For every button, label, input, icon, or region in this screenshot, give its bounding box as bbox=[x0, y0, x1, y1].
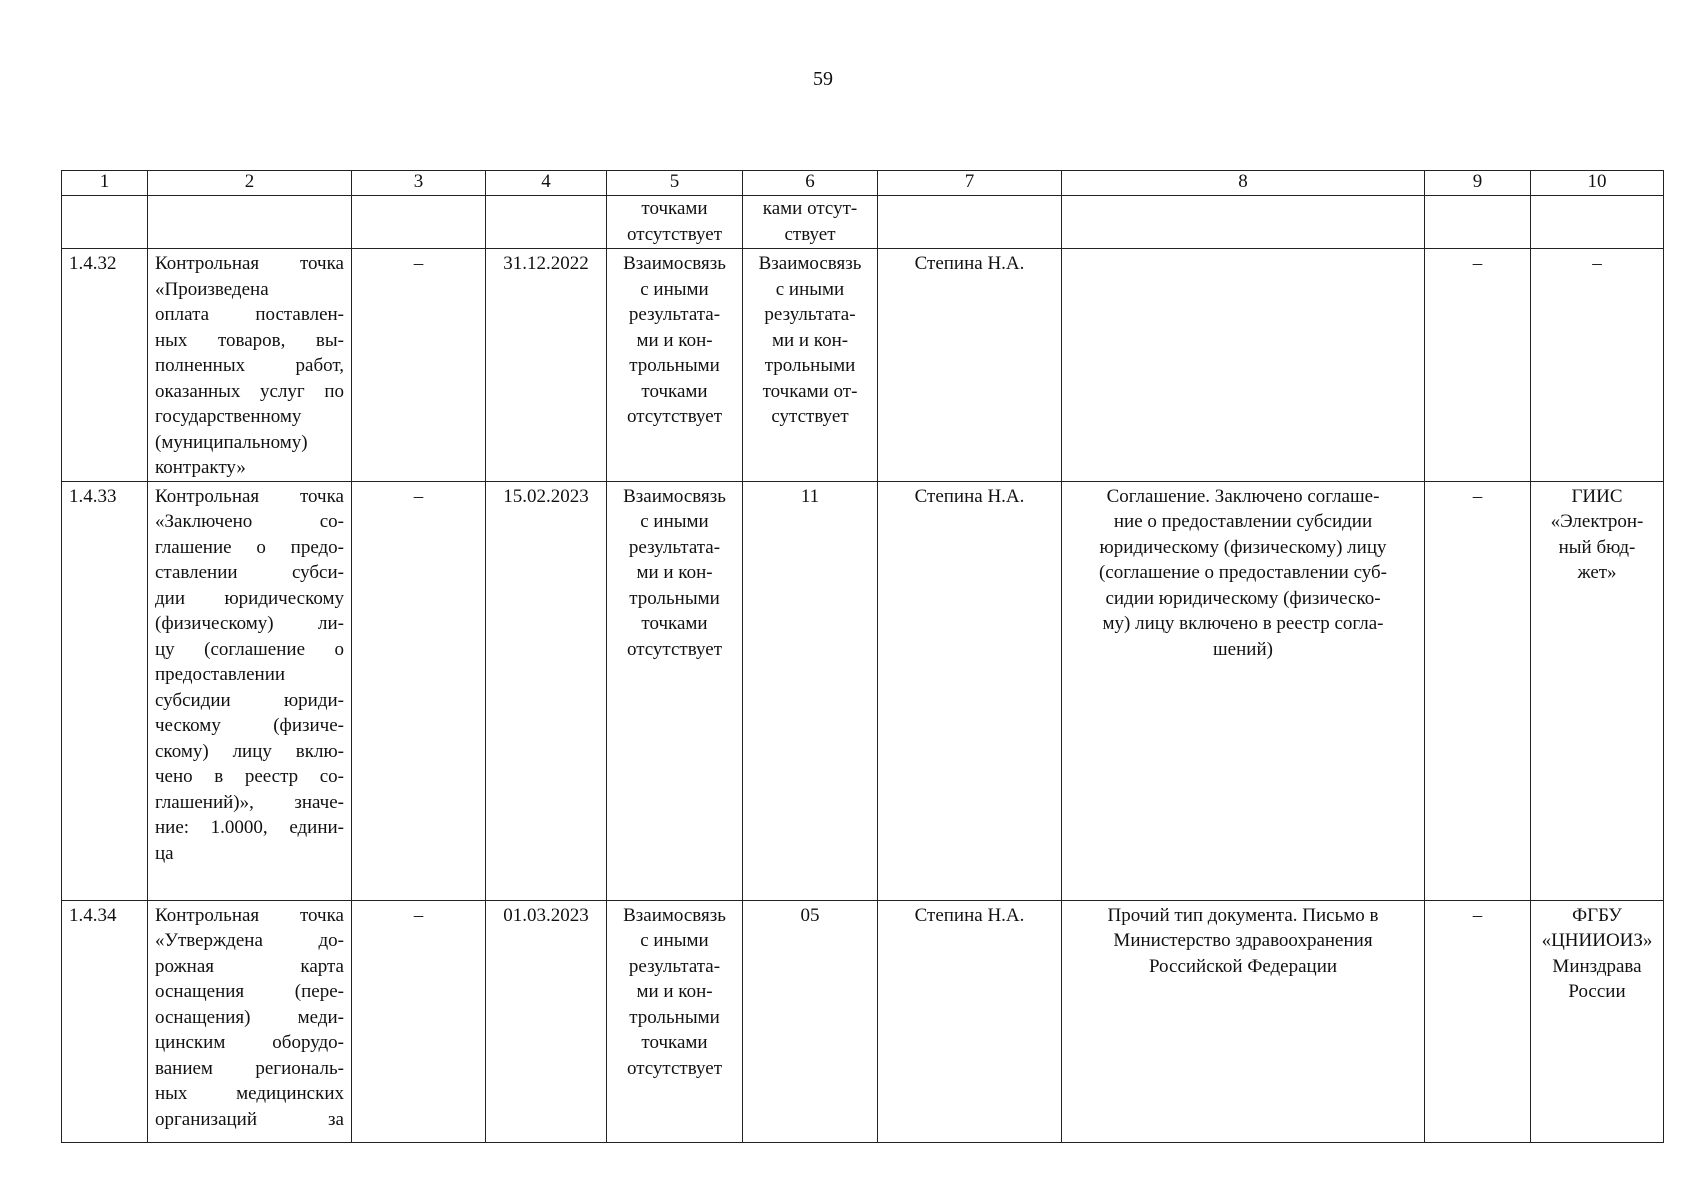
cell-line: «ЦНИИОИЗ» bbox=[1541, 930, 1653, 951]
cell-line: с иными bbox=[775, 278, 845, 300]
cell-text: – bbox=[413, 904, 424, 926]
cell-line: трольными bbox=[629, 587, 720, 609]
cell-line: ГИИС bbox=[1571, 485, 1623, 507]
row-col9-cell bbox=[1425, 481, 1531, 900]
cell-line: контракту» bbox=[155, 457, 246, 478]
cell-line: Контрольная точка bbox=[155, 253, 344, 274]
cell-line: трольными bbox=[629, 1006, 720, 1028]
cell-line: отсутствует bbox=[626, 1057, 723, 1079]
cell-line: Взаимосвязь bbox=[623, 904, 726, 926]
row-col3-cell bbox=[352, 249, 486, 482]
cell-line: государственному bbox=[155, 406, 302, 427]
row-col6-cell bbox=[743, 900, 878, 1142]
table-row bbox=[62, 481, 1664, 900]
cell-text: 15.02.2023 bbox=[503, 485, 589, 507]
row-responsible-cell bbox=[878, 481, 1062, 900]
cell-line: трольными bbox=[764, 355, 856, 376]
table-row bbox=[62, 900, 1664, 1142]
cell-line: чено в реестр со- bbox=[155, 766, 344, 787]
cell-line: Взаимосвязь bbox=[623, 485, 726, 507]
cell-line: результата- bbox=[628, 304, 721, 325]
cell-line: трольными bbox=[629, 355, 720, 376]
column-header: 6 bbox=[743, 171, 878, 196]
cell-line: му) лицу включено в реестр согла- bbox=[1102, 613, 1384, 634]
cell-text: 1.4.33 bbox=[69, 485, 117, 507]
row-title-cell bbox=[148, 249, 352, 482]
cell-line: предоставлении bbox=[155, 664, 286, 685]
cell-line: (физическому) ли- bbox=[155, 613, 344, 634]
row-date-cell bbox=[486, 900, 607, 1142]
cell-line: Российской Федерации bbox=[1148, 955, 1338, 977]
row-number-cell bbox=[62, 249, 148, 482]
cell-line: (муниципальному) bbox=[155, 431, 308, 453]
cell-line: ние: 1.0000, едини- bbox=[155, 817, 344, 838]
cell-line: цинским оборудо- bbox=[155, 1032, 344, 1053]
cell-line: ми и кон- bbox=[636, 981, 713, 1002]
cell-line: скому) лицу вклю- bbox=[155, 740, 344, 762]
cell-line: сутствует bbox=[771, 406, 849, 427]
cell-line: (соглашение о предоставлении суб- bbox=[1098, 562, 1388, 583]
cell-line: оплата поставлен- bbox=[155, 304, 344, 325]
cell-line: «Электрон- bbox=[1550, 511, 1644, 532]
cell-line: «Утверждена до- bbox=[155, 930, 344, 951]
cell-line: отсутствует bbox=[626, 406, 723, 427]
continuation-cell-5: точками отсутствует bbox=[607, 196, 743, 249]
column-header: 2 bbox=[148, 171, 352, 196]
cell-line: России bbox=[1568, 981, 1626, 1002]
column-header: 5 bbox=[607, 171, 743, 196]
row-col8-cell bbox=[1062, 900, 1425, 1142]
cell-text: – bbox=[1472, 253, 1483, 274]
cell-line: с иными bbox=[640, 511, 709, 532]
cell-line: «Заключено со- bbox=[155, 511, 344, 532]
column-header: 10 bbox=[1531, 171, 1664, 196]
cell-line: глашение о предо- bbox=[155, 536, 344, 558]
cell-line: Взаимосвязь bbox=[623, 253, 726, 274]
column-header: 1 bbox=[62, 171, 148, 196]
cell-line: ных медицинских bbox=[155, 1083, 344, 1104]
cell-line: – bbox=[1592, 253, 1602, 274]
row-col6-cell bbox=[743, 249, 878, 482]
cell-line: шений) bbox=[1213, 638, 1273, 660]
cell-line: ванием региональ- bbox=[155, 1057, 344, 1079]
row-responsible-cell bbox=[878, 249, 1062, 482]
column-header: 7 bbox=[878, 171, 1062, 196]
cell-line: субсидии юриди- bbox=[155, 689, 344, 711]
cell-line: цу (соглашение о bbox=[155, 638, 344, 660]
column-header: 9 bbox=[1425, 171, 1531, 196]
cell-line: точками bbox=[641, 613, 708, 634]
row-col9-cell bbox=[1425, 249, 1531, 482]
cell-text: 1.4.32 bbox=[69, 253, 117, 274]
cell-line: Минздрава bbox=[1552, 955, 1642, 977]
cell-line: ных товаров, вы- bbox=[155, 329, 344, 351]
row-col10-cell bbox=[1531, 249, 1664, 482]
column-header: 4 bbox=[486, 171, 607, 196]
cell-line: ФГБУ bbox=[1572, 904, 1622, 926]
row-col10-cell bbox=[1531, 481, 1664, 900]
row-col5-cell bbox=[607, 900, 743, 1142]
cell-line: точками от- bbox=[762, 380, 858, 402]
cell-line: ние о предоставлении субсидии bbox=[1113, 511, 1373, 532]
cell-line: юридическому (физическому) лицу bbox=[1099, 536, 1387, 558]
cell-line: ца bbox=[155, 842, 174, 864]
cell-line: ми и кон- bbox=[636, 562, 713, 583]
cell-line: точками bbox=[641, 380, 708, 402]
row-col5-cell bbox=[607, 249, 743, 482]
table-row bbox=[62, 249, 1664, 482]
cell-line: с иными bbox=[640, 278, 709, 300]
row-col8-cell bbox=[1062, 249, 1425, 482]
cell-line: «Произведена bbox=[155, 278, 269, 300]
cell-line: дии юридическому bbox=[155, 587, 344, 609]
cell-line: жет» bbox=[1577, 562, 1617, 583]
cell-line: 05 bbox=[800, 904, 820, 926]
column-header: 3 bbox=[352, 171, 486, 196]
page-number: 59 bbox=[813, 68, 833, 90]
row-col3-cell bbox=[352, 481, 486, 900]
cell-line: Соглашение. Заключено соглаше- bbox=[1106, 485, 1380, 507]
cell-text: Степина Н.А. bbox=[914, 253, 1025, 274]
cell-line: оказанных услуг по bbox=[155, 380, 344, 402]
row-number-cell bbox=[62, 900, 148, 1142]
row-col3-cell bbox=[352, 900, 486, 1142]
cell-line: Министерство здравоохранения bbox=[1113, 930, 1373, 951]
cell-line: Контрольная точка bbox=[155, 904, 344, 926]
cell-text: Степина Н.А. bbox=[914, 904, 1025, 926]
row-title-cell bbox=[148, 900, 352, 1142]
continuation-row bbox=[62, 196, 1664, 249]
cell-text: – bbox=[1472, 485, 1483, 507]
row-title-cell bbox=[148, 481, 352, 900]
cell-text: – bbox=[413, 485, 424, 507]
cell-text: 01.03.2023 bbox=[503, 904, 589, 926]
column-header: 8 bbox=[1062, 171, 1425, 196]
cell-line: 11 bbox=[800, 485, 820, 507]
cell-text: Степина Н.А. bbox=[914, 485, 1025, 507]
cell-text: 1.4.34 bbox=[69, 904, 117, 926]
row-number-cell bbox=[62, 481, 148, 900]
cell-line: ный бюд- bbox=[1558, 536, 1636, 558]
cell-line: оснащения) меди- bbox=[155, 1006, 344, 1028]
row-col6-cell bbox=[743, 481, 878, 900]
cell-line: Контрольная точка bbox=[155, 485, 344, 507]
cell-line: результата- bbox=[628, 536, 721, 558]
cell-line: ческому (физиче- bbox=[155, 715, 344, 736]
row-date-cell bbox=[486, 249, 607, 482]
cell-line: ми и кон- bbox=[636, 329, 713, 351]
row-date-cell bbox=[486, 481, 607, 900]
cell-line: глашений)», значе- bbox=[155, 791, 344, 813]
row-col5-cell bbox=[607, 481, 743, 900]
cell-line: оснащения (пере- bbox=[155, 981, 344, 1002]
continuation-cell-6: ками отсут- ствует bbox=[743, 196, 878, 249]
cell-line: Прочий тип документа. Письмо в bbox=[1107, 904, 1379, 926]
cell-line: рожная карта bbox=[155, 955, 344, 977]
cell-line: полненных работ, bbox=[155, 355, 344, 376]
row-col8-cell bbox=[1062, 481, 1425, 900]
cell-line: отсутствует bbox=[626, 638, 723, 660]
cell-text: – bbox=[1472, 904, 1483, 926]
cell-line: с иными bbox=[640, 930, 709, 951]
cell-line: ми и кон- bbox=[771, 329, 849, 351]
cell-line: Взаимосвязь bbox=[758, 253, 862, 274]
cell-text: – bbox=[413, 253, 424, 274]
cell-text: 31.12.2022 bbox=[503, 253, 589, 274]
cell-line: организаций за bbox=[155, 1108, 344, 1130]
cell-line: результата- bbox=[628, 955, 721, 977]
cell-line: сидии юридическому (физическо- bbox=[1105, 587, 1381, 609]
row-col9-cell bbox=[1425, 900, 1531, 1142]
cell-line: точками bbox=[641, 1032, 708, 1053]
cell-line: результата- bbox=[764, 304, 856, 325]
cell-line: ставлении субси- bbox=[155, 562, 344, 583]
column-number-header bbox=[62, 171, 1664, 196]
document-table bbox=[61, 170, 1664, 1143]
row-responsible-cell bbox=[878, 900, 1062, 1142]
row-col10-cell bbox=[1531, 900, 1664, 1142]
